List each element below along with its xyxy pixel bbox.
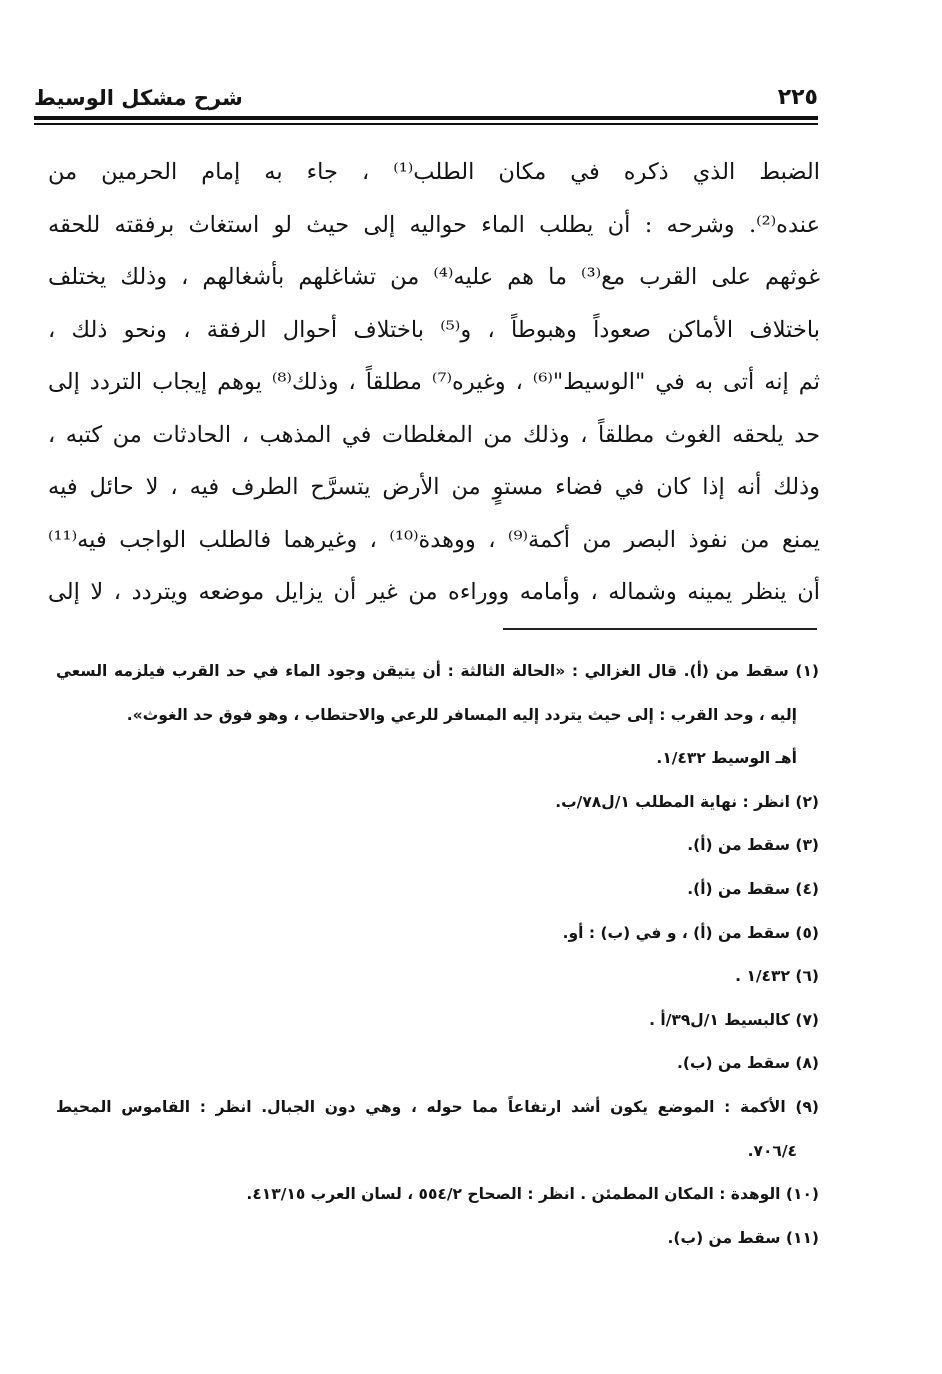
page-number: ٢٢٥ [777, 85, 818, 110]
footnote-7: (٧) كالبسيط ١/ل٣٩/أ . [649, 1010, 819, 1029]
main-text-line: حد يلحقه الغوث مطلقاً ، وذلك من المغلطات في المذهب ، الحادثات من كتبه ، [48, 421, 820, 448]
footnote-9-continuation: ٧٠٦/٤. [747, 1141, 797, 1160]
footnote-1: (١) سقط من (أ). قال الغزالي : «الحالة الثالثة : أن يتيقن وجود الماء في حد القرب فيلزمه السعي [56, 662, 819, 680]
footnotes [56, 650, 819, 1260]
footnote-11: (١١) سقط من (ب). [667, 1228, 819, 1247]
main-text-line: باختلاف الأماكن صعوداً وهبوطاً ، و⁽⁵⁾ باختلاف أحوال الرفقة ، ونحو ذلك ، [48, 316, 820, 343]
main-text-line: غوثهم على القرب مع⁽³⁾ ما هم عليه⁽⁴⁾ من تشاغلهم بأشغالهم ، وذلك يختلف [48, 264, 820, 290]
footnote-1-continuation: أهـ الوسيط ١/٤٣٢. [656, 749, 797, 768]
footnote-4: (٤) سقط من (أ). [687, 879, 819, 898]
page-header [34, 84, 818, 118]
header-rule-thick [34, 116, 818, 120]
footnote-5: (٥) سقط من (أ) ، و في (ب) : أو. [562, 923, 819, 942]
footnote-2: (٢) انظر : نهاية المطلب ١/ل٧٨/ب. [555, 792, 819, 811]
main-text-line: وذلك أنه إذا كان في فضاء مستوٍ من الأرض يتسرَّح الطرف فيه ، لا حائل فيه [48, 474, 820, 500]
footnote-6: (٦) ١/٤٣٢ . [735, 967, 819, 986]
footnote-3: (٣) سقط من (أ). [687, 836, 819, 855]
main-text-line: عنده⁽²⁾. وشرحه : أن يطلب الماء حواليه إلى حيث لو استغاث برفقته للحقه [48, 211, 820, 238]
main-text-line: الضبط الذي ذكره في مكان الطلب⁽¹⁾ ، جاء به إمام الحرمين من [48, 159, 820, 185]
footnote-separator [503, 628, 817, 630]
book-title: شرح مشكل الوسيط [34, 86, 243, 110]
main-text-line: أن ينظر يمينه وشماله ، وأمامه ووراءه من غير أن يزايل موضعه ويتردد ، لا إلى [48, 579, 820, 605]
footnote-9: (٩) الأكمة : الموضع يكون أشد ارتفاعاً مما حوله ، وهي دون الجبال. انظر : القاموس المحيط [56, 1097, 819, 1116]
footnote-10: (١٠) الوهدة : المكان المطمئن . انظر : الصحاح ٥٥٤/٢ ، لسان العرب ٤١٣/١٥. [246, 1185, 819, 1204]
main-text-line: ثم إنه أتى به في "الوسيط"⁽⁶⁾ ، وغيره⁽⁷⁾ مطلقاً ، وذلك⁽⁸⁾ يوهم إيجاب التردد إلى [48, 369, 820, 395]
main-text [48, 146, 820, 619]
header-rule-thin [34, 123, 818, 125]
footnote-1-continuation: إليه ، وحد القرب : إلى حيث يتردد إليه المسافر للرعي والاحتطاب ، وهو فوق حد الغوث». [126, 705, 797, 724]
main-text-line: يمنع من نفوذ البصر من أكمة⁽⁹⁾ ، ووهدة⁽¹⁰⁾ ، وغيرهما فالطلب الواجب فيه⁽¹¹⁾ [48, 526, 820, 553]
footnote-8: (٨) سقط من (ب). [676, 1054, 819, 1073]
